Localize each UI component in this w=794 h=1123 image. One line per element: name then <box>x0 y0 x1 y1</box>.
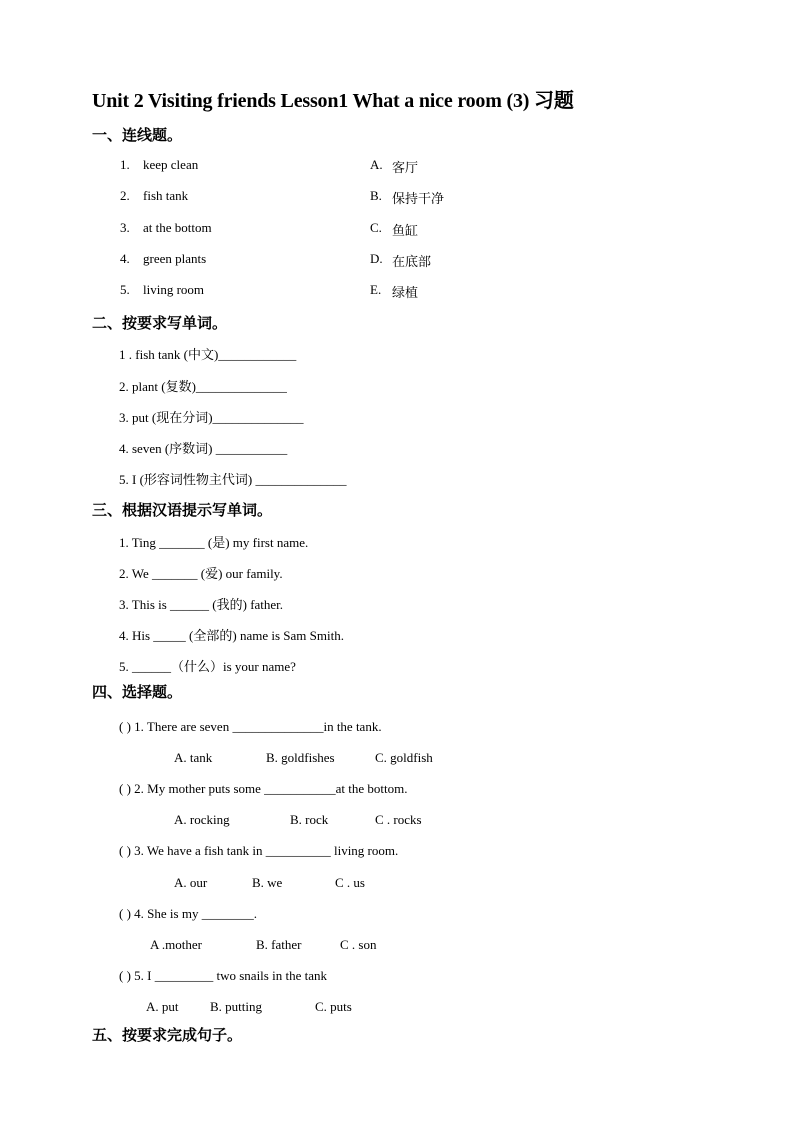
match-left-num-1: 1. <box>120 157 130 172</box>
match-right-item-a: 客厅 <box>392 160 419 175</box>
choice-question-1: ( ) 1. There are seven ______________in the tank. <box>119 719 382 734</box>
match-left-item-5: living room <box>143 282 205 297</box>
match-left-num-3: 3. <box>120 220 130 235</box>
choice-2-option-c: C . rocks <box>375 812 422 827</box>
choice-question-3: ( ) 3. We have a fish tank in __________ living room. <box>119 843 399 858</box>
choice-question-2: ( ) 2. My mother puts some ___________at the bottom. <box>119 781 408 796</box>
choice-5-option-c: C. puts <box>315 999 352 1014</box>
choice-4-option-a: A .mother <box>150 937 202 952</box>
choice-question-5: ( ) 5. I _________ two snails in the tank <box>119 968 327 983</box>
choice-5-option-b: B. putting <box>210 999 263 1014</box>
word-exercise-2: 2. plant (复数)______________ <box>119 379 287 394</box>
choice-2-option-b: B. rock <box>290 812 329 827</box>
match-right-letter-e: E. <box>370 282 382 297</box>
section-2-heading: 二、按要求写单词。 <box>92 316 228 332</box>
choice-1-option-b: B. goldfishes <box>266 750 335 765</box>
word-exercise-4: 4. seven (序数词) ___________ <box>119 441 288 456</box>
hint-exercise-2: 2. We _______ (爱) our family. <box>119 566 283 581</box>
choice-3-option-c: C . us <box>335 875 365 890</box>
section-1-heading: 一、连线题。 <box>92 128 183 144</box>
match-right-letter-d: D. <box>370 251 383 266</box>
choice-4-option-c: C . son <box>340 937 377 952</box>
match-left-num-4: 4. <box>120 251 130 266</box>
match-left-item-3: at the bottom <box>143 220 212 235</box>
match-left-num-5: 5. <box>120 282 130 297</box>
match-left-num-2: 2. <box>120 188 130 203</box>
choice-3-option-a: A. our <box>174 875 208 890</box>
choice-3-option-b: B. we <box>252 875 283 890</box>
match-right-item-b: 保持干净 <box>392 191 445 206</box>
match-left-item-4: green plants <box>143 251 207 266</box>
match-right-letter-a: A. <box>370 157 383 172</box>
match-right-letter-c: C. <box>370 220 382 235</box>
choice-2-option-a: A. rocking <box>174 812 230 827</box>
match-left-item-1: keep clean <box>143 157 199 172</box>
section-4-heading: 四、选择题。 <box>92 685 183 701</box>
word-exercise-5: 5. I (形容词性物主代词) ______________ <box>119 472 347 487</box>
page-title: Unit 2 Visiting friends Lesson1 What a nice room (3) 习题 <box>92 90 574 112</box>
word-exercise-1: 1 . fish tank (中文)____________ <box>119 347 297 362</box>
match-right-item-d: 在底部 <box>392 254 432 269</box>
section-3-heading: 三、根据汉语提示写单词。 <box>92 503 273 519</box>
match-right-letter-b: B. <box>370 188 382 203</box>
match-right-item-c: 鱼缸 <box>392 223 419 238</box>
choice-1-option-c: C. goldfish <box>375 750 433 765</box>
choice-4-option-b: B. father <box>256 937 302 952</box>
word-exercise-3: 3. put (现在分词)______________ <box>119 410 304 425</box>
hint-exercise-4: 4. His _____ (全部的) name is Sam Smith. <box>119 628 344 643</box>
section-5-heading: 五、按要求完成句子。 <box>92 1028 243 1044</box>
match-right-item-e: 绿植 <box>392 285 419 300</box>
hint-exercise-5: 5. ______（什么）is your name? <box>119 659 296 674</box>
hint-exercise-1: 1. Ting _______ (是) my first name. <box>119 535 309 550</box>
choice-5-option-a: A. put <box>146 999 179 1014</box>
choice-question-4: ( ) 4. She is my ________. <box>119 906 257 921</box>
match-left-item-2: fish tank <box>143 188 189 203</box>
hint-exercise-3: 3. This is ______ (我的) father. <box>119 597 284 612</box>
choice-1-option-a: A. tank <box>174 750 213 765</box>
